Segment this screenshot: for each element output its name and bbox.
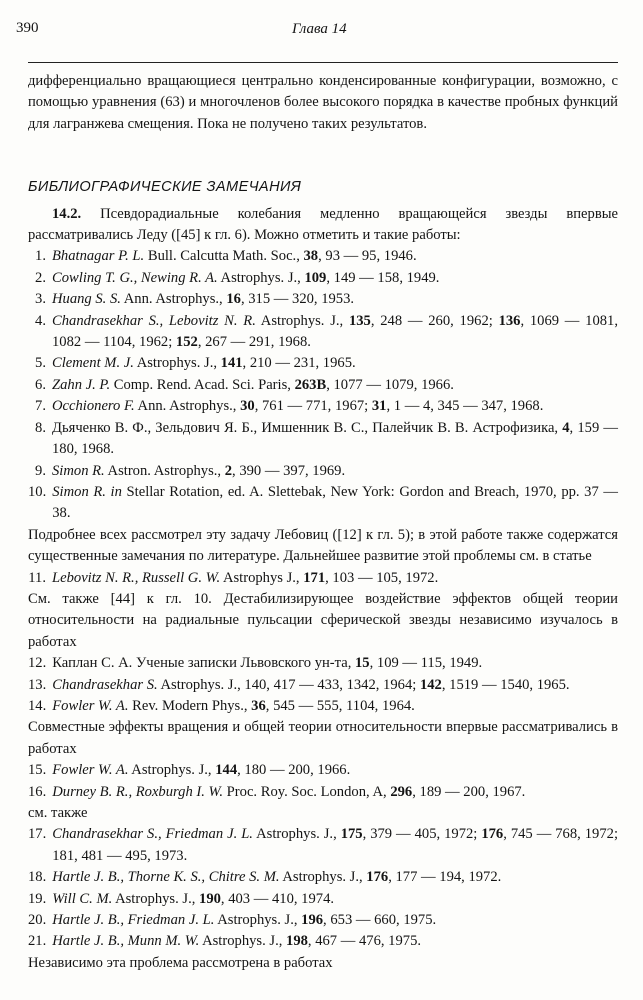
- reference-number: 5.: [35, 355, 46, 372]
- reference-text: [52, 867, 618, 888]
- reference-number: 15.: [28, 762, 47, 779]
- reference-number: 9.: [35, 462, 46, 479]
- reference-authors: Fowler W. A.: [52, 762, 129, 779]
- reference-number: 1.: [35, 248, 46, 265]
- reference-pages: , 189 — 200, 1967.: [412, 783, 526, 800]
- reference-source: Astrophys. J.,: [199, 933, 287, 950]
- reference-authors: Chandrasekhar S., Lebovitz N. R.: [52, 312, 256, 329]
- reference-pages: , 761 — 771, 1967;: [254, 398, 372, 415]
- reference-number: 17.: [28, 826, 47, 843]
- reference-text: [52, 824, 618, 867]
- reference-pages: , 315 — 320, 1953.: [240, 291, 355, 308]
- reference-entry: [28, 375, 618, 396]
- reference-pages: , 403 — 410, 1974.: [220, 890, 335, 907]
- reference-list: [28, 760, 618, 803]
- reference-source: Bull. Calcutta Math. Soc.,: [144, 248, 304, 265]
- reference-volume: 263B: [294, 376, 327, 393]
- reference-pages: , 93 — 95, 1946.: [318, 248, 417, 265]
- reference-source: Astrophys. J.,: [217, 269, 305, 286]
- reference-source: Ann. Astrophys.,: [120, 291, 227, 308]
- reference-volume: 196: [301, 912, 324, 929]
- reference-volume: 152: [175, 334, 198, 351]
- reference-text: [52, 375, 618, 396]
- reference-volume: 30: [240, 398, 255, 415]
- reference-volume: 109: [304, 269, 327, 286]
- reference-source: Astrophys J.,: [220, 569, 304, 586]
- reference-volume: 2: [224, 462, 233, 479]
- reference-pages: , 745 — 768, 1972; 181, 481 — 495, 1973.: [52, 826, 618, 864]
- reference-number: 3.: [35, 291, 46, 308]
- reference-text: [52, 931, 618, 952]
- reference-volume: 176: [366, 869, 389, 886]
- reference-text: [52, 675, 618, 696]
- reference-volume: 136: [498, 312, 521, 329]
- reference-entry: [28, 653, 618, 674]
- lead-text: Псевдорадиальные колебания медленно вращающейся звезды впервые рассматривались Леду ([45] к гл. 6). Можно отметить и такие работы:: [28, 205, 618, 244]
- reference-authors: Chandrasekhar S.: [52, 676, 158, 693]
- reference-volume: 4: [562, 419, 570, 436]
- reference-authors: Simon R.: [52, 462, 105, 479]
- reference-source: Astrophys. J.,: [128, 762, 216, 779]
- reference-volume: 16: [226, 291, 241, 308]
- reference-authors: Bhatnagar P. L.: [52, 248, 145, 265]
- reference-authors: Zahn J. P.: [52, 376, 111, 393]
- reference-volume: 36: [251, 697, 266, 714]
- reference-pages: , 545 — 555, 1104, 1964.: [265, 697, 415, 714]
- reference-source: Astron. Astrophys.,: [104, 462, 225, 479]
- reference-source: Astrophys. J.,: [133, 355, 221, 372]
- reference-volume: 190: [199, 890, 221, 907]
- reference-list: [28, 246, 618, 524]
- reference-authors: Hartle J. B., Thorne K. S., Chitre S. M.: [52, 869, 280, 886]
- reference-entry: [28, 568, 618, 589]
- reference-pages: , 379 — 405, 1972;: [362, 826, 482, 843]
- reference-volume: 296: [390, 783, 413, 800]
- reference-text: [52, 653, 618, 674]
- intro-paragraph: дифференциально вращающиеся центрально конденсированные конфигурации, возможно, с помощью уравнения (63) и многочленов более высокого порядка в качестве пробных функций для лагранжева смещения. Пока не получено таких результатов.: [28, 73, 618, 132]
- reference-text: [52, 246, 618, 267]
- reference-entry: [28, 824, 618, 867]
- reference-number: 20.: [28, 912, 47, 929]
- reference-entry: [28, 418, 618, 461]
- reference-pages: , 177 — 194, 1972.: [388, 869, 502, 886]
- reference-authors: Fowler W. A.: [52, 697, 129, 714]
- reference-text: [52, 760, 618, 781]
- reference-source: Astrophys. J., 140, 417 — 433, 1342, 1964;: [157, 676, 420, 693]
- reference-volume: 171: [303, 569, 326, 586]
- reference-pages: , 1069 — 1081, 1082 — 1104, 1962;: [52, 312, 618, 351]
- reference-entry: [28, 396, 618, 417]
- note-paragraph: Совместные эффекты вращения и общей теории относительности впервые рассматривались в работах: [28, 719, 618, 757]
- reference-text: [52, 910, 618, 931]
- reference-number: 19.: [28, 890, 47, 907]
- reference-number: 18.: [28, 869, 47, 886]
- reference-number: 10.: [28, 483, 47, 500]
- note-paragraph: см. также: [28, 805, 88, 821]
- reference-source: Comp. Rend. Acad. Sci. Paris,: [110, 376, 295, 393]
- reference-list: [28, 653, 618, 717]
- reference-number: 21.: [28, 933, 47, 950]
- reference-volume: 175: [340, 826, 363, 843]
- reference-volume: 135: [348, 312, 371, 329]
- reference-source: Дьяченко В. Ф., Зельдович Я. Б., Имшенник В. С., Палейчик В. В. Астрофизика,: [52, 419, 563, 436]
- reference-number: 14.: [28, 697, 47, 714]
- reference-list: [28, 568, 618, 589]
- note-paragraph: Подробнее всех рассмотрел эту задачу Лебовиц ([12] к гл. 5); в этой работе также содержатся существенные замечания по литературе. Дальнейшее развитие этой проблемы см. в статье: [28, 526, 618, 565]
- reference-number: 2.: [35, 269, 46, 286]
- reference-pages: , 159 — 180, 1968.: [52, 419, 619, 458]
- reference-text: [52, 289, 618, 310]
- reference-entry: [28, 246, 618, 267]
- page-body: [28, 71, 618, 974]
- reference-entry: [28, 782, 618, 803]
- reference-entry: [28, 760, 618, 781]
- reference-authors: Cowling T. G., Newing R. A.: [52, 269, 218, 286]
- reference-authors: Will C. M.: [52, 890, 113, 907]
- reference-text: [52, 311, 618, 354]
- reference-number: 6.: [35, 376, 46, 393]
- reference-source: Stellar Rotation, ed. A. Slettebak, New York: Gordon and Breach, 1970, pp. 37 — 38.: [52, 483, 619, 522]
- reference-pages: , 653 — 660, 1975.: [323, 912, 437, 929]
- reference-pages: , 103 — 105, 1972.: [325, 569, 439, 586]
- reference-pages: , 1519 — 1540, 1965.: [441, 676, 570, 693]
- reference-text: [52, 461, 618, 482]
- reference-number: 11.: [28, 569, 46, 586]
- reference-volume: 31: [371, 398, 387, 415]
- reference-volume: 144: [215, 762, 238, 779]
- note-paragraph: См. также [44] к гл. 10. Дестабилизирующее воздействие эффектов общей теории относительности на радиальные пульсации сферической звезды независимо изучалось в работах: [28, 590, 618, 650]
- note-paragraph: Независимо эта проблема рассмотрена в работах: [28, 954, 333, 971]
- reference-authors: Huang S. S.: [52, 291, 121, 308]
- reference-source: Каплан С. А. Ученые записки Львовского ун-та,: [52, 655, 355, 672]
- reference-text: [52, 568, 618, 589]
- reference-pages: , 149 — 158, 1949.: [326, 269, 440, 286]
- reference-text: [52, 268, 618, 289]
- reference-text: [52, 418, 618, 461]
- reference-number: 4.: [35, 312, 46, 329]
- reference-entry: [28, 482, 618, 525]
- reference-volume: 141: [220, 355, 243, 372]
- reference-authors: Occhionero F.: [52, 398, 135, 415]
- reference-entry: [28, 675, 618, 696]
- reference-authors: Hartle J. B., Munn M. W.: [52, 933, 200, 950]
- reference-number: 7.: [35, 398, 46, 415]
- running-head: Глава 14: [292, 21, 347, 37]
- reference-authors: Chandrasekhar S., Friedman J. L.: [52, 826, 253, 843]
- reference-entry: [28, 910, 618, 931]
- reference-source: Proc. Roy. Soc. London, A,: [223, 783, 391, 800]
- reference-entry: [28, 867, 618, 888]
- reference-number: 13.: [28, 676, 47, 693]
- reference-volume: 198: [286, 933, 308, 950]
- reference-pages: , 109 — 115, 1949.: [369, 655, 483, 672]
- reference-entry: [28, 461, 618, 482]
- section-heading: БИБЛИОГРАФИЧЕСКИЕ ЗАМЕЧАНИЯ: [28, 179, 302, 196]
- reference-text: [52, 353, 618, 374]
- reference-source: Ann. Astrophys.,: [134, 398, 241, 415]
- reference-pages: , 390 — 397, 1969.: [232, 462, 346, 479]
- reference-number: 12.: [28, 655, 47, 672]
- reference-pages: , 1 — 4, 345 — 347, 1968.: [386, 398, 544, 415]
- reference-volume: 142: [419, 676, 442, 693]
- reference-list: [28, 824, 618, 952]
- reference-entry: [28, 889, 618, 910]
- reference-entry: [28, 311, 618, 354]
- reference-entry: [28, 268, 618, 289]
- reference-volume: 15: [355, 655, 370, 672]
- lead-paragraph: [28, 204, 618, 247]
- reference-volume: 38: [303, 248, 319, 265]
- reference-text: [52, 782, 618, 803]
- reference-entry: [28, 696, 618, 717]
- reference-number: 8.: [35, 419, 46, 436]
- reference-source: Astrophys. J.,: [279, 869, 367, 886]
- page-number: 390: [16, 20, 39, 36]
- reference-authors: Durney B. R., Roxburgh I. W.: [52, 783, 224, 800]
- reference-authors: Clement M. J.: [52, 355, 134, 372]
- lead-number: 14.2.: [52, 205, 82, 222]
- reference-source: Astrophys. J.,: [214, 912, 302, 929]
- reference-source: Astrophys. J.,: [255, 312, 349, 329]
- reference-text: [52, 889, 618, 910]
- reference-number: 16.: [28, 783, 47, 800]
- reference-pages: , 248 — 260, 1962;: [370, 312, 499, 329]
- reference-entry: [28, 353, 618, 374]
- reference-entry: [28, 289, 618, 310]
- reference-text: [52, 696, 618, 717]
- reference-volume: 176: [481, 826, 504, 843]
- reference-authors: Simon R. in: [52, 483, 122, 500]
- reference-pages: , 210 — 231, 1965.: [242, 355, 356, 372]
- reference-source: Rev. Modern Phys.,: [128, 697, 252, 714]
- reference-text: [52, 396, 618, 417]
- reference-authors: Lebovitz N. R., Russell G. W.: [52, 569, 221, 586]
- reference-pages: , 180 — 200, 1966.: [237, 762, 351, 779]
- reference-text: [52, 482, 618, 525]
- reference-pages: , 267 — 291, 1968.: [197, 334, 311, 351]
- reference-source: Astrophys. J.,: [112, 890, 200, 907]
- reference-authors: Hartle J. B., Friedman J. L.: [52, 912, 215, 929]
- reference-entry: [28, 931, 618, 952]
- header-rule: [28, 62, 618, 63]
- reference-pages: , 467 — 476, 1975.: [307, 933, 422, 950]
- reference-source: Astrophys. J.,: [252, 826, 341, 843]
- reference-pages: , 1077 — 1079, 1966.: [326, 376, 454, 393]
